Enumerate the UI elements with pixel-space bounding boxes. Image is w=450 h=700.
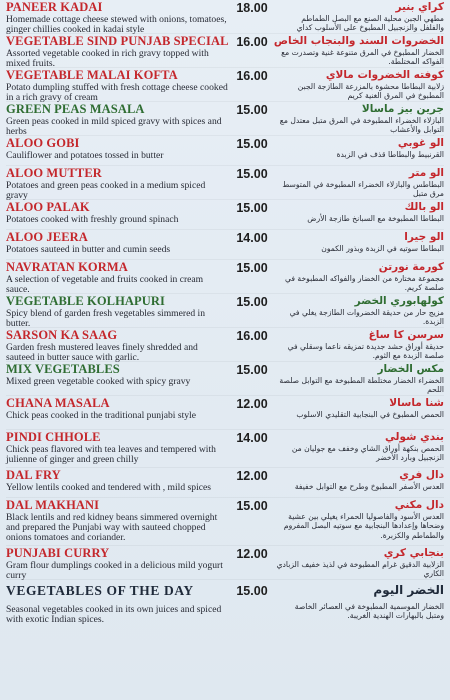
menu-item-green-peas-masala — [6, 102, 444, 136]
menu-item-mix-vegetables — [6, 362, 444, 396]
item-description-arabic: زلابية البطاطا محشوة بالمزرعة الطازجة الجبن المطبوخ في المرق الغنية كريم — [297, 82, 444, 101]
item-name: ALOO PALAK — [6, 200, 90, 214]
item-price: 15.00 — [236, 363, 268, 377]
item-description-arabic: الخضار المطبوخ في المرق متنوعة غنية وتصدرت مع الفواكه المختلطة. — [281, 48, 444, 67]
item-arabic — [276, 547, 444, 579]
item-name-arabic: الخضروات السند والبنجاب الخاص — [273, 35, 444, 47]
item-description-arabic: مزيج حار من حديقة الخضروات الطازجة يغلي في الزبدة. — [289, 308, 444, 327]
item-description: Seasonal vegetables cooked in its own juices and spiced with exotic Indian spices. — [6, 604, 222, 626]
item-name: PUNJABI CURRY — [6, 546, 110, 560]
menu-item-vegetable-sind-punjab-special — [6, 34, 444, 68]
item-description: Gram flour dumplings cooked in a delicious mild yogurt curry — [6, 560, 223, 582]
item-price: 15.00 — [236, 103, 268, 117]
item-description-arabic: البطاطا سوتيه في الزبدة وبذور الكمون — [321, 244, 444, 253]
item-description-arabic: مجموعة مختارة من الخضار والفواكه المطبوخة في صلصة كريم. — [285, 274, 444, 293]
item-description: Mixed green vegetable cooked with spicy gravy — [6, 376, 191, 387]
menu-item-pindi-chhole — [6, 430, 444, 468]
item-arabic — [276, 231, 444, 253]
item-arabic — [276, 431, 444, 463]
item-english — [6, 1, 228, 35]
menu-item-vegetable-malai-kofta — [6, 68, 444, 102]
item-name: PINDI CHHOLE — [6, 430, 101, 444]
item-name-arabic: دال مكني — [394, 499, 444, 511]
item-price: 15.00 — [236, 584, 268, 598]
menu-item-vegetable-kolhapuri — [6, 294, 444, 328]
item-name: DAL FRY — [6, 468, 61, 482]
item-name-arabic: الو غوبي — [397, 137, 444, 149]
item-name-arabic: سرسن كا ساغ — [368, 329, 444, 341]
item-description: Assorted vegetable cooked in rich gravy topped with mixed fruits. — [6, 48, 209, 70]
item-english — [6, 137, 228, 161]
item-description: Cauliflower and potatoes tossed in butter — [6, 150, 164, 161]
item-name: NAVRATAN KORMA — [6, 260, 128, 274]
menu-item-aloo-jeera — [6, 230, 444, 260]
item-description: Potatoes sauteed in butter and cumin seeds — [6, 244, 171, 255]
menu-item-dal-fry — [6, 468, 444, 498]
item-description-arabic: الخضار الموسمية المطبوخة في العصائر الخاصة ومتبل بالبهارات الهندية الغريبة. — [294, 602, 444, 621]
item-arabic — [276, 69, 444, 101]
item-description-arabic: الخضراء الخضار مختلطة المطبوخة مع التوابل صلصة اللحم — [279, 376, 444, 395]
item-price: 15.00 — [236, 499, 268, 513]
item-name-arabic: كورمة نورتن — [378, 261, 444, 273]
item-english — [6, 103, 228, 137]
item-english — [6, 35, 228, 69]
item-english — [6, 363, 228, 387]
item-english — [6, 201, 228, 225]
menu-item-aloo-palak — [6, 200, 444, 230]
item-english — [6, 261, 228, 295]
item-name-arabic: بندي شولي — [384, 431, 444, 443]
item-price: 14.00 — [236, 231, 268, 245]
item-english — [6, 69, 228, 103]
menu-item-paneer-kadai — [6, 0, 444, 34]
item-name-arabic: دال فري — [399, 469, 444, 481]
item-arabic — [276, 584, 444, 621]
item-price: 15.00 — [236, 295, 268, 309]
item-name: VEGETABLE MALAI KOFTA — [6, 68, 178, 82]
item-arabic — [276, 167, 444, 199]
item-description: Potatoes and green peas cooked in a medium spiced gravy — [6, 180, 206, 202]
item-english — [6, 547, 228, 581]
menu-item-sarson-ka-saag — [6, 328, 444, 362]
item-arabic — [276, 363, 444, 395]
item-name: VEGETABLES OF THE DAY — [6, 583, 194, 598]
item-description-arabic: الحمص المطبوخ في البنجابية التقليدي الاسلوب — [296, 410, 444, 419]
item-price: 15.00 — [236, 261, 268, 275]
item-name: GREEN PEAS MASALA — [6, 102, 145, 116]
menu-item-dal-makhani — [6, 498, 444, 546]
item-name: ALOO GOBI — [6, 136, 80, 150]
item-arabic — [276, 201, 444, 223]
item-name: CHANA MASALA — [6, 396, 110, 410]
item-price: 12.00 — [236, 469, 268, 483]
item-name-arabic: مكس الخضار — [377, 363, 444, 375]
item-description: Yellow lentils cooked and tendered with , mild spices — [6, 482, 211, 493]
menu-item-punjabi-curry — [6, 546, 444, 580]
menu-item-chana-masala — [6, 396, 444, 430]
item-description: Chick peas cooked in the traditional punjabi style — [6, 410, 196, 421]
item-price: 16.00 — [236, 35, 268, 49]
item-description: Homemade cottage cheese stewed with onions, tomatoes, ginger chillies cooked in kadai style — [6, 14, 227, 36]
item-price: 18.00 — [236, 1, 268, 15]
menu-item-aloo-mutter — [6, 166, 444, 200]
item-name: DAL MAKHANI — [6, 498, 100, 512]
item-name: VEGETABLE KOLHAPURI — [6, 294, 165, 308]
menu-item-aloo-gobi — [6, 136, 444, 166]
item-price: 14.00 — [236, 431, 268, 445]
item-name: MIX VEGETABLES — [6, 362, 120, 376]
item-description-arabic: مطهي الجبن محلية الصنع مع البصل الطماطم والفلفل والزنجبيل المطبوخ على الأسلوب كداي — [296, 14, 444, 33]
item-price: 16.00 — [236, 69, 268, 83]
item-english — [6, 329, 228, 363]
item-description-arabic: حديقة أوراق حشد جديدة تمزيقه ناعما وسقلي في صلصة الزبدة مع الثوم. — [287, 342, 444, 361]
item-name: PANEER KADAI — [6, 0, 103, 14]
item-arabic — [276, 295, 444, 327]
item-name-arabic: جرين بيز ماسالا — [361, 103, 444, 115]
item-description-arabic: العدس الأصفر المطبوخ وطرح مع التوابل خفيفة — [294, 482, 444, 491]
item-arabic — [276, 1, 444, 33]
item-price: 12.00 — [236, 397, 268, 411]
item-arabic — [276, 261, 444, 293]
item-price: 15.00 — [236, 137, 268, 151]
item-description: Spicy blend of garden fresh vegetables simmered in butter. — [6, 308, 206, 330]
item-english — [6, 397, 228, 421]
item-english — [6, 231, 228, 255]
item-arabic — [276, 329, 444, 361]
item-arabic — [276, 499, 444, 540]
item-name: VEGETABLE SIND PUNJAB SPECIAL — [6, 34, 229, 48]
item-arabic — [276, 397, 444, 419]
item-arabic — [276, 103, 444, 135]
menu-item-navratan-korma — [6, 260, 444, 294]
item-name: ALOO MUTTER — [6, 166, 102, 180]
item-description: A selection of vegetable and fruits cooked in cream sauce. — [6, 274, 204, 296]
item-description: Potato dumpling stuffed with fresh cottage cheese cooked in a rich gravy of cream — [6, 82, 228, 104]
item-name: ALOO JEERA — [6, 230, 88, 244]
item-name-arabic: كولهابوري الخضر — [354, 295, 444, 307]
item-description: Green peas cooked in mild spiced gravy with spices and herbs — [6, 116, 222, 138]
item-description-arabic: الزلابية الدقيق غرام المطبوخة في لذيذ خفيف الزبادي الكاري — [276, 560, 444, 579]
item-english — [6, 469, 228, 493]
item-english — [6, 167, 228, 201]
item-description-arabic: العدس الأسود والفاصوليا الحمراء يغيلي بين عشية وضحاها وإعدادها البنجابية مع سوتيه البصل المفروم والطماطم والكزبرة. — [283, 512, 444, 540]
item-name-arabic: الو بالك — [404, 201, 444, 213]
item-price: 12.00 — [236, 547, 268, 561]
item-description-arabic: القرنبيط والبطاطا قذف في الزبدة — [336, 150, 444, 159]
item-name-arabic: الو متر — [408, 167, 444, 179]
item-english — [6, 295, 228, 329]
menu-item-vegetables-of-the-day — [6, 580, 444, 636]
item-description: Garden fresh mustered leaves finely shredded and sauteed in butter sauce with garlic. — [6, 342, 198, 364]
item-english — [6, 431, 228, 465]
item-description-arabic: الحمص بنكهة أوراق الشاي وخفف مع جوليان من الزنجبيل وبارد الأخضر — [291, 444, 444, 463]
item-price: 15.00 — [236, 201, 268, 215]
item-arabic — [276, 469, 444, 491]
item-description-arabic: البطاطا المطبوخة مع السبانخ طازجة الأرض — [307, 214, 444, 223]
item-name-arabic: الو جيرا — [404, 231, 444, 243]
item-name: SARSON KA SAAG — [6, 328, 118, 342]
item-description: Black lentils and red kidney beans simmered overnight and prepared the Punjabi way with sauteed chopped onions tomatoes and coriander. — [6, 512, 218, 544]
item-name-arabic: بنجابي كري — [383, 547, 444, 559]
item-name-arabic: كراي بنير — [395, 1, 444, 13]
item-description: Chick peas flavored with tea leaves and tempered with julienne of ginger and green chilly — [6, 444, 216, 466]
item-arabic — [276, 137, 444, 159]
item-description: Potatoes cooked with freshly ground spinach — [6, 214, 179, 225]
item-english — [6, 499, 228, 544]
item-name-arabic: كوفته الخضروات مالاي — [325, 69, 444, 81]
item-price: 15.00 — [236, 167, 268, 181]
item-name-arabic: الخضر اليوم — [373, 583, 444, 597]
item-description-arabic: البطاطس والبازلاء الخضراء المطبوخة في المتوسط مرق متبل — [282, 180, 444, 199]
item-name-arabic: شنا ماسالا — [389, 397, 444, 409]
item-price: 16.00 — [236, 329, 268, 343]
item-description-arabic: البازلاء الخضراء المطبوخة في المرق متبل معتدل مع التوابل والأعشاب — [279, 116, 444, 135]
item-english — [6, 584, 232, 625]
item-arabic — [273, 35, 444, 67]
